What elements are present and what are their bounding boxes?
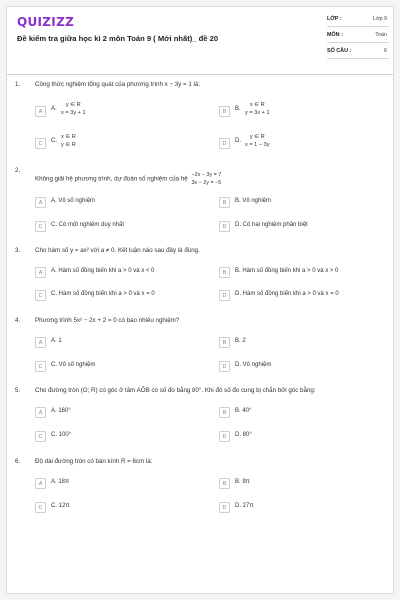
option-text: A. Vô số nghiệm	[51, 198, 96, 204]
option-b[interactable]	[219, 101, 387, 125]
option-text: D. Hàm số đồng biến khi a > 0 và x = 0	[235, 291, 339, 297]
option-b[interactable]	[219, 267, 387, 283]
option-letter: A	[35, 106, 46, 117]
question-text: Công thức nghiệm tổng quát của phương trình x − 3y = 1 là:	[35, 81, 201, 88]
option-prefix: C.	[51, 138, 57, 144]
option-letter: B	[219, 478, 230, 489]
option-stack	[245, 101, 270, 117]
option-c[interactable]	[35, 361, 203, 377]
option-letter: B	[219, 106, 230, 117]
option-letter: C	[35, 431, 46, 442]
option-text: C. 12π	[51, 503, 70, 509]
option-d[interactable]	[219, 133, 387, 157]
option-letter: C	[35, 221, 46, 232]
stack-line: y = 3x + 1	[245, 110, 270, 116]
stack-line: x = 3y + 1	[61, 110, 86, 116]
meta-value: Lớp 9	[372, 16, 387, 22]
stack-line: x ∈ R	[61, 134, 76, 140]
option-letter: A	[35, 197, 46, 208]
option-b[interactable]	[219, 337, 387, 353]
option-text: B. Vô nghiệm	[235, 198, 272, 204]
question-text	[35, 171, 221, 187]
option-c[interactable]	[35, 431, 203, 447]
option-text: B. Hàm số đồng biến khi a > 0 và x > 0	[235, 268, 339, 274]
option-d[interactable]	[219, 502, 387, 518]
option-text: C. Có một nghiệm duy nhất	[51, 222, 125, 228]
document-title: Đề kiểm tra giữa học kì 2 môn Toán 9 ( Mới nhất)_ đề 20	[17, 34, 219, 43]
option-letter: C	[35, 138, 46, 149]
option-letter: B	[219, 197, 230, 208]
option-letter: A	[35, 407, 46, 418]
option-c[interactable]	[35, 133, 203, 157]
question-text: Cho đường tròn (O; R) có góc ở tâm AÔB có số đo bằng 80°. Khi đó số đo cung bị chắn bởi góc bằng:	[35, 387, 316, 394]
meta-row-subject	[327, 29, 389, 43]
question-number: 5.	[15, 387, 21, 394]
option-b[interactable]	[219, 478, 387, 494]
question-number: 3.	[15, 247, 21, 254]
option-letter: D	[219, 361, 230, 372]
option-letter: D	[219, 290, 230, 301]
option-text: D. 80°	[235, 432, 252, 438]
option-a[interactable]	[35, 101, 203, 125]
option-a[interactable]	[35, 267, 203, 283]
question-text: Độ dài đường tròn có bán kính R = 6cm là:	[35, 458, 153, 465]
meta-value: Toán	[375, 32, 387, 38]
option-d[interactable]	[219, 361, 387, 377]
option-b[interactable]	[219, 407, 387, 423]
option-letter: D	[219, 502, 230, 513]
worksheet	[6, 6, 394, 594]
option-letter: D	[219, 138, 230, 149]
stack-line: x = 1 − 3y	[245, 142, 270, 148]
option-prefix: B.	[235, 106, 241, 112]
option-d[interactable]	[219, 290, 387, 306]
meta-value: 6	[384, 48, 387, 54]
equation-system	[191, 171, 221, 187]
option-prefix: A.	[51, 106, 57, 112]
option-d[interactable]	[219, 221, 387, 237]
option-letter: B	[219, 407, 230, 418]
option-b[interactable]	[219, 197, 387, 213]
option-text: D. Có hai nghiệm phân biệt	[235, 222, 308, 228]
meta-label: MÔN :	[327, 32, 343, 38]
question-number: 6.	[15, 458, 21, 465]
meta-box	[327, 13, 389, 61]
option-letter: B	[219, 267, 230, 278]
option-stack	[61, 101, 86, 117]
option-letter: C	[35, 290, 46, 301]
question-text: Cho hàm số y = ax² với a ≠ 0. Kết luận nào sau đây là đúng.	[35, 247, 200, 254]
stack-line: y ∈ R	[65, 102, 81, 108]
option-text: A. Hàm số đồng biến khi a > 0 và x < 0	[51, 268, 155, 274]
option-a[interactable]	[35, 337, 203, 353]
question-number: 1.	[15, 81, 21, 88]
option-text: A. 160°	[51, 408, 71, 414]
option-text: C. Hàm số đồng biến khi a > 0 và x = 0	[51, 291, 155, 297]
option-letter: A	[35, 267, 46, 278]
option-letter: C	[35, 502, 46, 513]
option-text: C. 100°	[51, 432, 72, 438]
option-a[interactable]	[35, 478, 203, 494]
option-letter: B	[219, 337, 230, 348]
option-stack	[245, 133, 270, 149]
meta-row-grade	[327, 13, 389, 27]
option-a[interactable]	[35, 197, 203, 213]
option-text: B. 40°	[235, 408, 252, 414]
option-a[interactable]	[35, 407, 203, 423]
option-stack	[61, 133, 76, 149]
option-d[interactable]	[219, 431, 387, 447]
option-c[interactable]	[35, 221, 203, 237]
option-text: B. 9π	[235, 479, 250, 485]
option-letter: A	[35, 478, 46, 489]
meta-label: LỚP :	[327, 16, 342, 22]
stack-line: y ∈ R	[61, 142, 76, 148]
option-prefix: D.	[235, 138, 241, 144]
option-letter: D	[219, 221, 230, 232]
worksheet-header	[7, 7, 393, 75]
option-text: D. Vô nghiệm	[235, 362, 272, 368]
stack-line: y ∈ R	[249, 134, 265, 140]
option-text: C. Vô số nghiệm	[51, 362, 96, 368]
meta-row-count	[327, 45, 389, 59]
question-number: 2.	[15, 167, 21, 174]
question-text-main: Không giải hệ phương trình, dự đoán số nghiệm của hệ	[35, 175, 188, 183]
option-text: A. 1	[51, 338, 62, 344]
stack-line: x ∈ R	[249, 102, 265, 108]
option-c[interactable]	[35, 502, 203, 518]
option-text: D. 27π	[235, 503, 254, 509]
option-letter: C	[35, 361, 46, 372]
question-text: Phương trình 5x² − 2x + 2 = 0 có bao nhiêu nghiệm?	[35, 317, 180, 324]
meta-label: SỐ CÂU :	[327, 48, 352, 54]
equation-line: 3x − 2y = −5	[191, 180, 222, 186]
equation-line: −2x − 3y = 7	[191, 172, 222, 178]
option-c[interactable]	[35, 290, 203, 306]
option-letter: D	[219, 431, 230, 442]
option-letter: A	[35, 337, 46, 348]
option-text: A. 18π	[51, 479, 70, 485]
question-number: 4.	[15, 317, 21, 324]
option-text: B. 2	[235, 338, 246, 344]
quizizz-logo: QUIZIZZ	[17, 15, 75, 29]
